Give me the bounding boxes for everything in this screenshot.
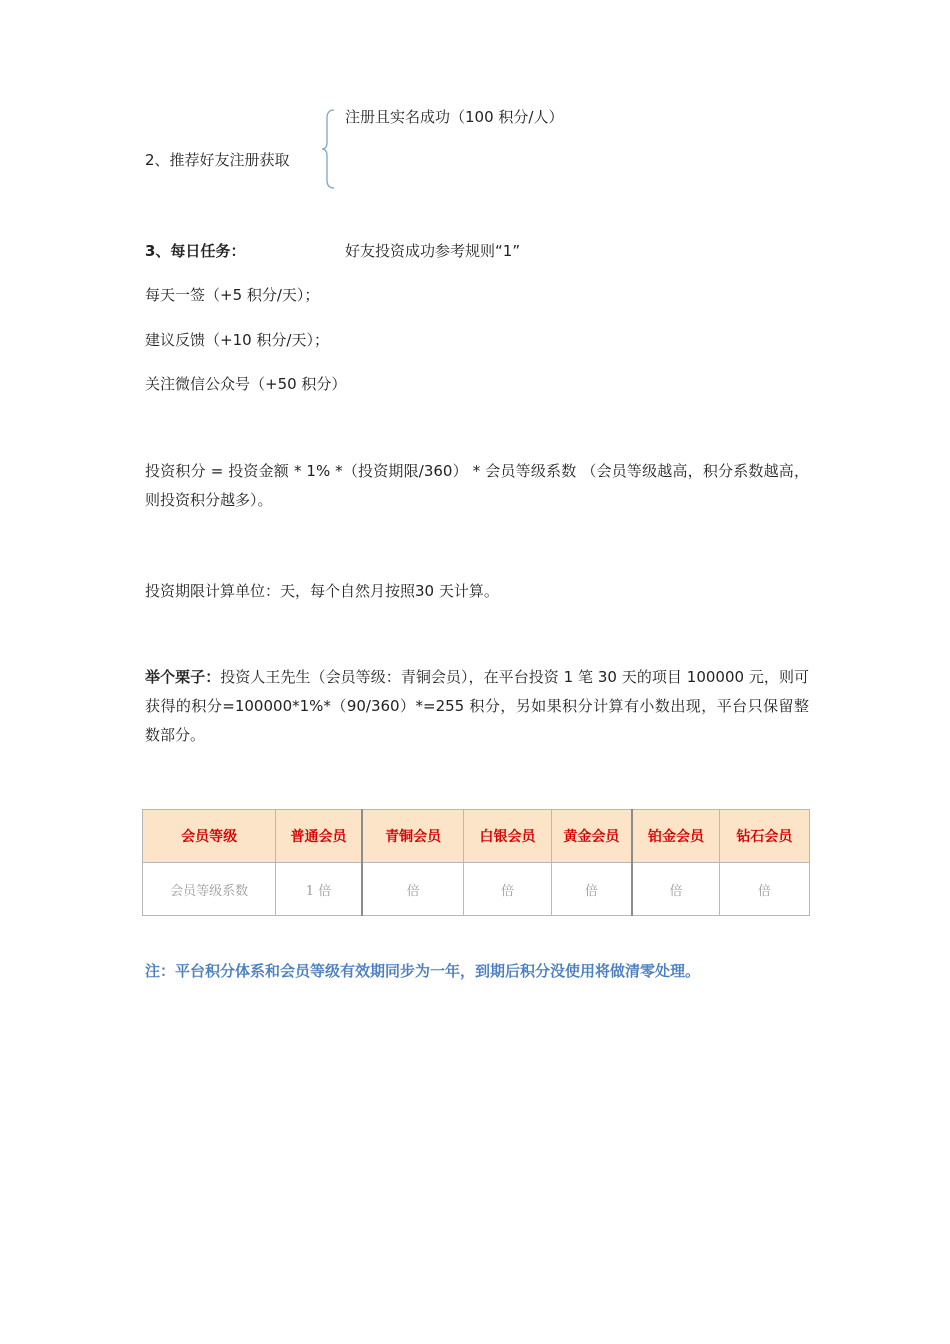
referral-rule-register: 注册且实名成功（100 积分/人） bbox=[345, 108, 564, 126]
daily-task-item: 建议反馈（+10 积分/天）； bbox=[145, 331, 329, 349]
table-header-cell: 普通会员 bbox=[276, 810, 362, 863]
referral-rule-invest: 好友投资成功参考规则“1” bbox=[345, 242, 521, 260]
table-row bbox=[143, 863, 810, 916]
daily-task-item: 每天一签（+5 积分/天）； bbox=[145, 286, 320, 304]
table-cell: 倍 bbox=[464, 863, 551, 916]
table-cell: 倍 bbox=[362, 863, 464, 916]
table-header-cell: 白银会员 bbox=[464, 810, 551, 863]
daily-task-item: 关注微信公众号（+50 积分） bbox=[145, 375, 347, 393]
table-cell: 倍 bbox=[719, 863, 809, 916]
table-header-row bbox=[143, 810, 810, 863]
example-text: 投资人王先生（会员等级：青铜会员），在平台投资 1 笔 30 天的项目 100000 元，则可获得的积分=100000*1%*（90/360）*=255 积分，另如果积分计算有小数出现，平台只保留整数部分。 bbox=[145, 668, 809, 744]
table-cell: 倍 bbox=[632, 863, 719, 916]
points-formula: 投资积分 = 投资金额 * 1% *（投资期限/360） * 会员等级系数 （会员等级越高，积分系数越高，则投资积分越多）。 bbox=[145, 462, 809, 509]
table-cell: 会员等级系数 bbox=[143, 863, 276, 916]
example-paragraph bbox=[145, 663, 809, 750]
table-header-cell: 青铜会员 bbox=[362, 810, 464, 863]
member-level-table bbox=[142, 809, 810, 916]
example-label: 举个栗子： bbox=[145, 668, 221, 686]
daily-tasks-title: 3、每日任务： bbox=[145, 242, 246, 260]
table-header-cell: 会员等级 bbox=[143, 810, 276, 863]
period-unit-text: 投资期限计算单位：天，每个自然月按照30 天计算。 bbox=[145, 582, 499, 600]
referral-label: 2、推荐好友注册获取 bbox=[145, 151, 290, 169]
table-header-cell: 钻石会员 bbox=[719, 810, 809, 863]
validity-note: 注：平台积分体系和会员等级有效期同步为一年，到期后积分没使用将做清零处理。 bbox=[145, 962, 701, 980]
curly-brace-icon bbox=[320, 108, 340, 190]
table-cell: 1 倍 bbox=[276, 863, 362, 916]
table-cell: 倍 bbox=[551, 863, 632, 916]
table-header-cell: 黄金会员 bbox=[551, 810, 632, 863]
table-header-cell: 铂金会员 bbox=[632, 810, 719, 863]
